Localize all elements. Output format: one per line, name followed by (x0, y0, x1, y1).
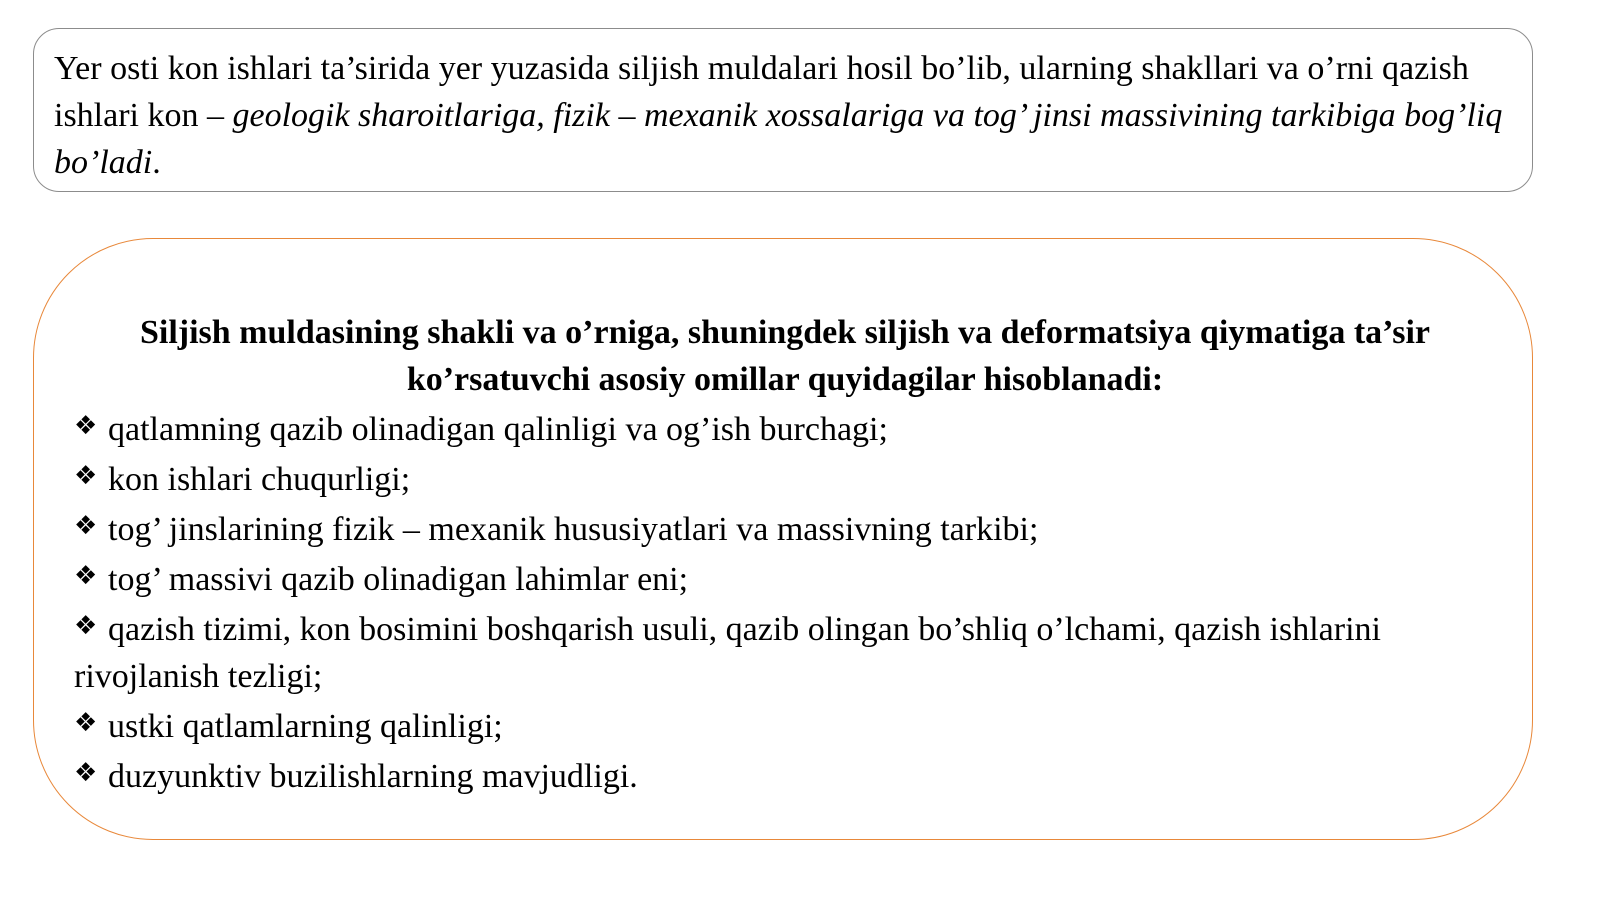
list-item-text: kon ishlari chuqurligi; (108, 461, 411, 498)
four-diamond-bullet-icon: ❖ (74, 758, 98, 788)
list-item (74, 750, 1496, 800)
four-diamond-bullet-icon: ❖ (74, 461, 98, 491)
list-item-text: ustki qatlamlarning qalinligi; (108, 708, 503, 745)
intro-text-plain: Yer osti kon ishlari ta’sirida yer yuzasida siljish muldalari hosil bo’lib, ularning shakllari va o’rni qazish ishlari kon – (54, 50, 1469, 134)
list-item-text: duzyunktiv buzilishlarning mavjudligi. (108, 758, 638, 795)
four-diamond-bullet-icon: ❖ (74, 708, 98, 738)
list-item (74, 503, 1496, 553)
intro-text-italic: geologik sharoitlariga, fizik – mexanik xossalariga va tog’ jinsi massivining tarkibiga bog’liq bo’ladi (54, 97, 1503, 181)
list-item (74, 553, 1496, 603)
intro-box (33, 28, 1533, 192)
four-diamond-bullet-icon: ❖ (74, 411, 98, 441)
factors-box (33, 238, 1533, 840)
four-diamond-bullet-icon: ❖ (74, 611, 98, 641)
intro-text-end: . (152, 144, 161, 181)
list-item-text: qazish tizimi, kon bosimini boshqarish usuli, qazib olingan bo’shliq o’lchami, qazish ishlarini rivojlanish tezligi; (74, 611, 1381, 695)
list-item (74, 453, 1496, 503)
factor-list (74, 403, 1496, 800)
list-item-text: tog’ massivi qazib olinadigan lahimlar eni; (108, 561, 689, 598)
list-item (74, 603, 1496, 700)
four-diamond-bullet-icon: ❖ (74, 561, 98, 591)
list-item-text: qatlamning qazib olinadigan qalinligi va og’ish burchagi; (108, 411, 888, 448)
four-diamond-bullet-icon: ❖ (74, 511, 98, 541)
list-item-text: tog’ jinslarining fizik – mexanik hususiyatlari va massivning tarkibi; (108, 511, 1039, 548)
list-item (74, 700, 1496, 750)
list-item (74, 403, 1496, 453)
factors-heading: Siljish muldasining shakli va o’rniga, shuningdek siljish va deformatsiya qiymatiga ta’sir ko’rsatuvchi asosiy omillar quyidagilar hisoblanadi: (139, 314, 1431, 398)
